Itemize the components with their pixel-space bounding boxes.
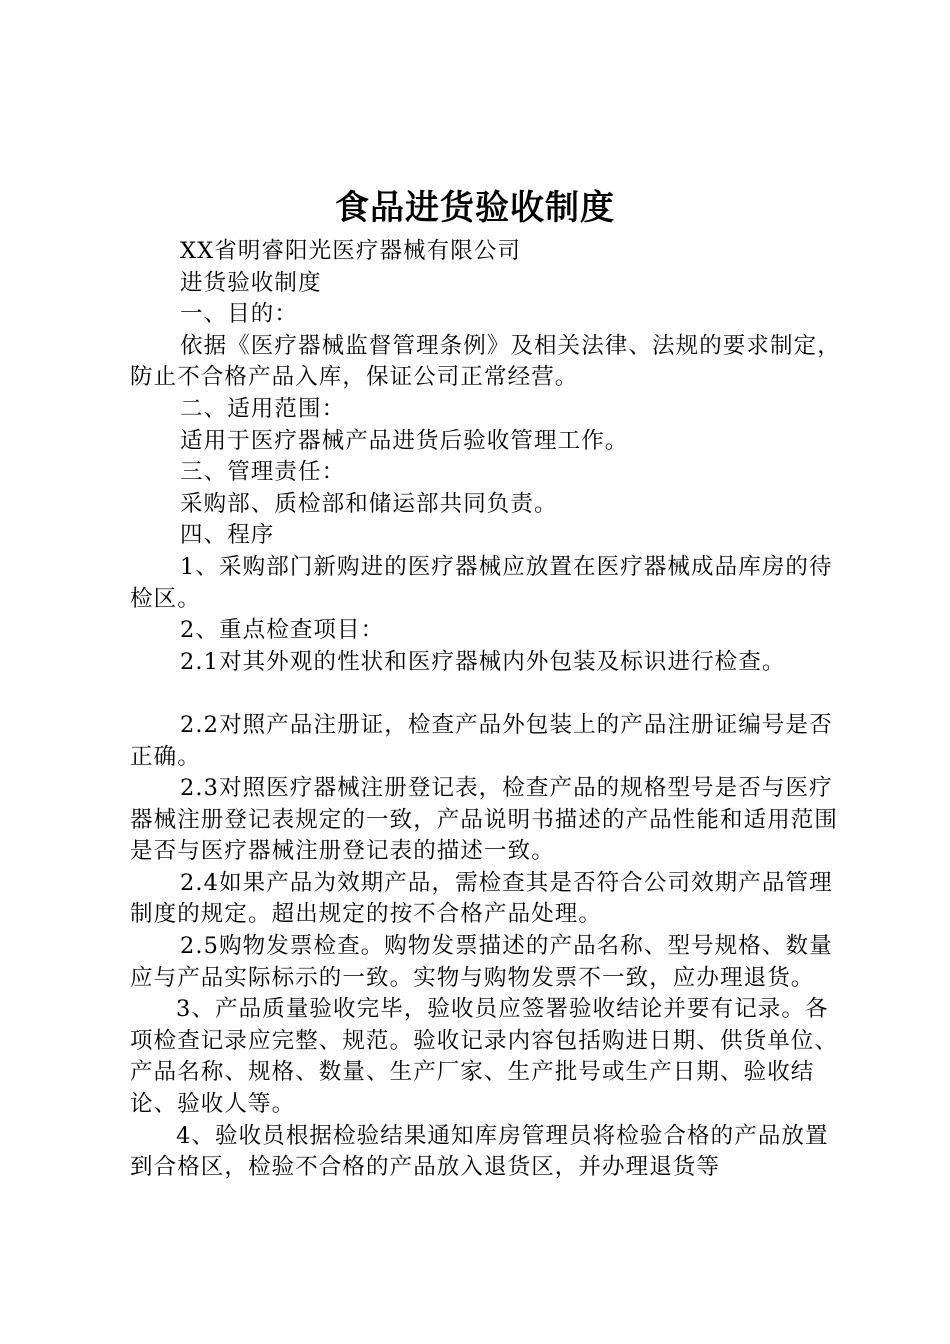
- section-heading: 二、适用范围：: [180, 395, 346, 422]
- section-heading: 三、管理责任：: [180, 459, 346, 486]
- document-body: [130, 236, 842, 1184]
- paragraph: 2.4如果产品为效期产品，需检查其是否符合公司效期产品管理制度的规定。超出规定的按不合格产品处理。: [130, 869, 833, 928]
- paragraph: 适用于医疗器械产品进货后验收管理工作。: [180, 427, 629, 454]
- paragraph: 2.2对照产品注册证，检查产品外包装上的产品注册证编号是否正确。: [130, 711, 833, 770]
- section-heading: 进货验收制度: [180, 269, 322, 296]
- paragraph: 3、产品质量验收完毕，验收员应签署验收结论并要有记录。各项检查记录应完整、规范。验收记录内容包括购进日期、供货单位、产品名称、规格、数量、生产厂家、生产批号或生产日期、验收结论、验收人等。: [130, 996, 839, 1118]
- paragraph: 4、验收员根据检验结果通知库房管理员将检验合格的产品放置到合格区，检验不合格的产品放入退货区，并办理退货等: [130, 1122, 829, 1181]
- paragraph: 2、重点检查项目：: [180, 617, 385, 644]
- paragraph: 采购部、质检部和储运部共同负责。: [180, 490, 558, 517]
- document-title: 食品进货验收制度: [335, 188, 615, 228]
- paragraph: 依据《医疗器械监督管理条例》及相关法律、法规的要求制定，防止不合格产品入库，保证公司正常经营。: [130, 332, 841, 391]
- paragraph: 2.3对照医疗器械注册登记表，检查产品的规格型号是否与医疗器械注册登记表规定的一致，产品说明书描述的产品性能和适用范围是否与医疗器械注册登记表的描述一致。: [130, 775, 839, 865]
- blank-line: [130, 678, 842, 710]
- paragraph: 2.5购物发票检查。购物发票描述的产品名称、型号规格、数量应与产品实际标示的一致。实物与购物发票不一致，应办理退货。: [130, 933, 833, 991]
- section-heading: 一、目的：: [180, 301, 299, 328]
- paragraph: 1、采购部门新购进的医疗器械应放置在医疗器械成品库房的待检区。: [130, 553, 833, 612]
- section-heading: 四、程序: [180, 522, 275, 549]
- company-name: XX省明睿阳光医疗器械有限公司: [180, 238, 522, 264]
- paragraph: 2.1对其外观的性状和医疗器械内外包装及标识进行检查。: [180, 648, 786, 675]
